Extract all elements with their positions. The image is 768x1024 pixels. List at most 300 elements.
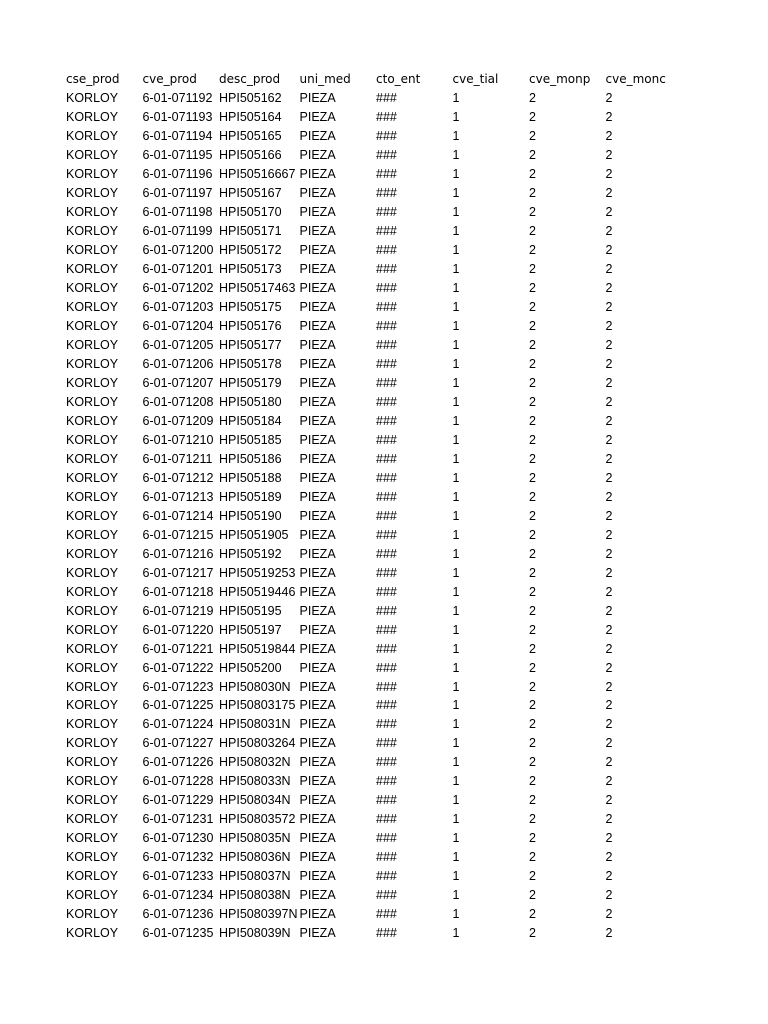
cell-cve-monc: 2 [605, 888, 613, 903]
cell-cve-monp: 2 [529, 299, 536, 314]
cell-cto-ent: ### [376, 584, 397, 599]
cell-cse-prod: KORLOY [66, 337, 119, 352]
table-body [64, 89, 666, 943]
cell-cve-monp: 2 [529, 660, 536, 675]
cell-uni-med: PIEZA [299, 508, 336, 523]
cell-cto-ent: ### [376, 698, 397, 713]
cell-cve-tial: 1 [452, 831, 460, 846]
cell-uni-med: PIEZA [299, 147, 336, 162]
cell-cve-prod: 6-01-071203 [142, 299, 214, 314]
cell-cve-tial: 1 [452, 888, 460, 903]
table-row [64, 829, 666, 848]
cell-cve-tial: 1 [452, 223, 460, 238]
cell-cse-prod: KORLOY [66, 356, 119, 371]
cell-cve-monp: 2 [529, 318, 536, 333]
cell-cve-prod: 6-01-071195 [142, 147, 213, 162]
cell-cve-tial: 1 [452, 280, 460, 295]
cell-cve-tial: 1 [452, 641, 460, 656]
cell-cve-monc: 2 [605, 679, 613, 694]
cell-cto-ent: ### [376, 147, 397, 162]
cell-cve-monp: 2 [529, 565, 536, 580]
cell-desc-prod: HPI505176 [219, 318, 282, 333]
cell-cve-prod: 6-01-071228 [142, 774, 214, 789]
cell-cse-prod: KORLOY [66, 565, 119, 580]
cell-uni-med: PIEZA [299, 451, 336, 466]
table-row [64, 317, 666, 336]
table-row [64, 507, 666, 526]
table-row [64, 564, 666, 583]
cell-uni-med: PIEZA [299, 926, 336, 941]
cell-cve-monp: 2 [529, 546, 536, 561]
cell-cve-monc: 2 [605, 204, 613, 219]
cell-desc-prod: HPI505184 [219, 413, 282, 428]
cell-uni-med: PIEZA [299, 280, 336, 295]
cell-cve-monc: 2 [605, 166, 613, 181]
cell-cve-tial: 1 [452, 584, 460, 599]
cell-cto-ent: ### [376, 109, 397, 124]
cell-cve-monp: 2 [529, 261, 536, 276]
table-row [64, 583, 666, 602]
cell-cve-prod: 6-01-071194 [142, 128, 213, 143]
cell-cse-prod: KORLOY [66, 717, 119, 732]
header-uni-med: uni_med [299, 72, 351, 86]
cell-cve-tial: 1 [452, 318, 460, 333]
cell-cve-monc: 2 [605, 774, 613, 789]
cell-cto-ent: ### [376, 869, 397, 884]
cell-cve-monp: 2 [529, 869, 536, 884]
cell-cve-tial: 1 [452, 147, 460, 162]
cell-cve-prod: 6-01-071235 [142, 926, 214, 941]
cell-desc-prod: HPI505186 [219, 451, 282, 466]
cell-cse-prod: KORLOY [66, 850, 119, 865]
cell-desc-prod: HPI508033N [219, 774, 291, 789]
cell-desc-prod: HPI50516667 [219, 166, 296, 181]
cell-cve-tial: 1 [452, 489, 460, 504]
cell-cve-tial: 1 [452, 451, 460, 466]
cell-cve-prod: 6-01-071213 [142, 489, 214, 504]
cell-cve-prod: 6-01-071224 [142, 717, 214, 732]
cell-desc-prod: HPI50517463 [219, 280, 296, 295]
cell-cve-monp: 2 [529, 489, 536, 504]
cell-cve-tial: 1 [452, 660, 460, 675]
cell-cve-tial: 1 [452, 166, 460, 181]
cell-cse-prod: KORLOY [66, 470, 119, 485]
cell-cto-ent: ### [376, 280, 397, 295]
cell-desc-prod: HPI505185 [219, 432, 282, 447]
cell-cve-prod: 6-01-071234 [142, 888, 214, 903]
cell-cve-prod: 6-01-071232 [142, 850, 214, 865]
cell-cve-monp: 2 [529, 470, 536, 485]
cell-uni-med: PIEZA [299, 432, 336, 447]
table-row [64, 393, 666, 412]
cell-cve-monc: 2 [605, 527, 613, 542]
cell-cse-prod: KORLOY [66, 774, 119, 789]
cell-cve-tial: 1 [452, 812, 460, 827]
cell-cve-prod: 6-01-071206 [142, 356, 214, 371]
cell-cve-prod: 6-01-071207 [142, 375, 214, 390]
cell-uni-med: PIEZA [299, 375, 336, 390]
cell-uni-med: PIEZA [299, 907, 336, 922]
cell-cto-ent: ### [376, 622, 397, 637]
cell-cse-prod: KORLOY [66, 812, 119, 827]
cell-cve-monp: 2 [529, 204, 536, 219]
spreadsheet-table [64, 70, 666, 943]
cell-cve-tial: 1 [452, 679, 460, 694]
cell-cse-prod: KORLOY [66, 204, 119, 219]
cell-cve-monc: 2 [605, 413, 613, 428]
cell-cve-prod: 6-01-071222 [142, 660, 214, 675]
cell-cve-monc: 2 [605, 90, 613, 105]
cell-cve-tial: 1 [452, 337, 460, 352]
cell-uni-med: PIEZA [299, 660, 336, 675]
cell-cve-monp: 2 [529, 603, 536, 618]
table-row [64, 526, 666, 545]
cell-cve-tial: 1 [452, 242, 460, 257]
cell-cse-prod: KORLOY [66, 432, 119, 447]
cell-cve-monp: 2 [529, 128, 536, 143]
cell-cto-ent: ### [376, 850, 397, 865]
cell-uni-med: PIEZA [299, 318, 336, 333]
cell-uni-med: PIEZA [299, 869, 336, 884]
cell-cve-monp: 2 [529, 717, 536, 732]
cell-desc-prod: HPI508039N [219, 926, 291, 941]
cell-cve-prod: 6-01-071221 [142, 641, 214, 656]
cell-cve-prod: 6-01-071211 [142, 451, 213, 466]
cell-cve-monp: 2 [529, 831, 536, 846]
cell-cse-prod: KORLOY [66, 185, 119, 200]
cell-cse-prod: KORLOY [66, 698, 119, 713]
cell-cve-prod: 6-01-071200 [142, 242, 214, 257]
table-row [64, 545, 666, 564]
cell-cve-monp: 2 [529, 356, 536, 371]
cell-uni-med: PIEZA [299, 641, 336, 656]
cell-cve-monp: 2 [529, 375, 536, 390]
cell-uni-med: PIEZA [299, 812, 336, 827]
cell-cve-monc: 2 [605, 698, 613, 713]
cell-uni-med: PIEZA [299, 888, 336, 903]
cell-cto-ent: ### [376, 508, 397, 523]
cell-uni-med: PIEZA [299, 90, 336, 105]
cell-cve-tial: 1 [452, 736, 460, 751]
cell-cve-monp: 2 [529, 527, 536, 542]
cell-cve-monc: 2 [605, 508, 613, 523]
cell-cse-prod: KORLOY [66, 869, 119, 884]
table-row [64, 450, 666, 469]
cell-cve-prod: 6-01-071209 [142, 413, 214, 428]
cell-cve-tial: 1 [452, 90, 460, 105]
cell-cve-monc: 2 [605, 451, 613, 466]
cell-cve-monp: 2 [529, 109, 536, 124]
cell-uni-med: PIEZA [299, 584, 336, 599]
cell-cve-monc: 2 [605, 375, 613, 390]
table-row [64, 810, 666, 829]
cell-cto-ent: ### [376, 375, 397, 390]
table-row [64, 203, 666, 222]
cell-desc-prod: HPI505172 [219, 242, 282, 257]
table-row [64, 298, 666, 317]
cell-cve-monp: 2 [529, 907, 536, 922]
cell-cve-monp: 2 [529, 679, 536, 694]
cell-cve-prod: 6-01-071214 [142, 508, 214, 523]
cell-desc-prod: HPI508035N [219, 831, 291, 846]
cell-cve-tial: 1 [452, 413, 460, 428]
cell-cse-prod: KORLOY [66, 299, 119, 314]
cell-cve-monc: 2 [605, 907, 613, 922]
cell-cve-tial: 1 [452, 717, 460, 732]
cell-cse-prod: KORLOY [66, 736, 119, 751]
cell-cve-prod: 6-01-071199 [142, 223, 213, 238]
cell-cve-tial: 1 [452, 109, 460, 124]
cell-uni-med: PIEZA [299, 603, 336, 618]
cell-cve-prod: 6-01-071197 [142, 185, 213, 200]
table-row [64, 355, 666, 374]
table-row [64, 127, 666, 146]
cell-cto-ent: ### [376, 888, 397, 903]
cell-cto-ent: ### [376, 432, 397, 447]
header-cve-prod: cve_prod [142, 72, 197, 86]
cell-uni-med: PIEZA [299, 166, 336, 181]
cell-cve-monp: 2 [529, 147, 536, 162]
cell-cto-ent: ### [376, 223, 397, 238]
cell-cto-ent: ### [376, 128, 397, 143]
table-row [64, 108, 666, 127]
table-row [64, 886, 666, 905]
cell-cto-ent: ### [376, 641, 397, 656]
cell-cve-monp: 2 [529, 337, 536, 352]
cell-cse-prod: KORLOY [66, 223, 119, 238]
cell-cto-ent: ### [376, 660, 397, 675]
table-row [64, 241, 666, 260]
cell-cto-ent: ### [376, 470, 397, 485]
cell-cve-monc: 2 [605, 755, 613, 770]
cell-uni-med: PIEZA [299, 850, 336, 865]
header-cve-monp: cve_monp [529, 72, 591, 86]
cell-uni-med: PIEZA [299, 204, 336, 219]
table-row [64, 867, 666, 886]
table-row [64, 488, 666, 507]
cell-cve-monc: 2 [605, 584, 613, 599]
cell-cve-monp: 2 [529, 185, 536, 200]
cell-desc-prod: HPI508037N [219, 869, 291, 884]
cell-desc-prod: HPI505165 [219, 128, 282, 143]
cell-cve-prod: 6-01-071223 [142, 679, 214, 694]
cell-cto-ent: ### [376, 546, 397, 561]
table-row [64, 772, 666, 791]
cell-uni-med: PIEZA [299, 622, 336, 637]
cell-cto-ent: ### [376, 337, 397, 352]
cell-cse-prod: KORLOY [66, 147, 119, 162]
cell-uni-med: PIEZA [299, 565, 336, 580]
cell-cve-tial: 1 [452, 508, 460, 523]
table-row [64, 146, 666, 165]
cell-desc-prod: HPI505170 [219, 204, 282, 219]
table-row [64, 469, 666, 488]
cell-cse-prod: KORLOY [66, 413, 119, 428]
cell-desc-prod: HPI505195 [219, 603, 282, 618]
cell-cve-prod: 6-01-071204 [142, 318, 214, 333]
cell-cto-ent: ### [376, 717, 397, 732]
cell-cve-monp: 2 [529, 793, 536, 808]
cell-desc-prod: HPI505189 [219, 489, 282, 504]
cell-cve-monc: 2 [605, 926, 613, 941]
cell-cve-tial: 1 [452, 698, 460, 713]
cell-cve-prod: 6-01-071230 [142, 831, 214, 846]
cell-cto-ent: ### [376, 185, 397, 200]
cell-cve-prod: 6-01-071233 [142, 869, 214, 884]
header-row [64, 70, 666, 89]
cell-cve-monc: 2 [605, 793, 613, 808]
cell-cve-monc: 2 [605, 717, 613, 732]
cell-uni-med: PIEZA [299, 736, 336, 751]
cell-cve-tial: 1 [452, 546, 460, 561]
cell-cve-monp: 2 [529, 755, 536, 770]
cell-cto-ent: ### [376, 831, 397, 846]
cell-cto-ent: ### [376, 242, 397, 257]
cell-cse-prod: KORLOY [66, 375, 119, 390]
cell-desc-prod: HPI505173 [219, 261, 282, 276]
cell-cve-prod: 6-01-071217 [142, 565, 214, 580]
cell-desc-prod: HPI505190 [219, 508, 282, 523]
cell-cse-prod: KORLOY [66, 318, 119, 333]
cell-cve-tial: 1 [452, 394, 460, 409]
cell-cve-monc: 2 [605, 280, 613, 295]
cell-cve-monc: 2 [605, 641, 613, 656]
cell-desc-prod: HPI50519446 [219, 584, 296, 599]
cell-cse-prod: KORLOY [66, 907, 119, 922]
cell-cve-tial: 1 [452, 793, 460, 808]
table-row [64, 89, 666, 108]
cell-desc-prod: HPI505180 [219, 394, 282, 409]
cell-cve-monp: 2 [529, 451, 536, 466]
cell-uni-med: PIEZA [299, 489, 336, 504]
cell-cve-monc: 2 [605, 470, 613, 485]
cell-cve-monp: 2 [529, 394, 536, 409]
cell-cse-prod: KORLOY [66, 394, 119, 409]
cell-uni-med: PIEZA [299, 356, 336, 371]
cell-cve-prod: 6-01-071220 [142, 622, 214, 637]
cell-cse-prod: KORLOY [66, 166, 119, 181]
cell-cto-ent: ### [376, 394, 397, 409]
cell-cve-monc: 2 [605, 850, 613, 865]
cell-uni-med: PIEZA [299, 717, 336, 732]
cell-cve-monp: 2 [529, 888, 536, 903]
cell-cve-tial: 1 [452, 527, 460, 542]
cell-cve-monp: 2 [529, 280, 536, 295]
cell-cse-prod: KORLOY [66, 641, 119, 656]
cell-desc-prod: HPI50803175 [219, 698, 296, 713]
table-row [64, 753, 666, 772]
cell-uni-med: PIEZA [299, 546, 336, 561]
cell-cve-tial: 1 [452, 128, 460, 143]
cell-cse-prod: KORLOY [66, 508, 119, 523]
cell-cve-tial: 1 [452, 926, 460, 941]
cell-cve-monp: 2 [529, 90, 536, 105]
cell-cse-prod: KORLOY [66, 622, 119, 637]
cell-desc-prod: HPI505167 [219, 185, 282, 200]
cell-cve-monp: 2 [529, 432, 536, 447]
cell-cto-ent: ### [376, 755, 397, 770]
cell-cse-prod: KORLOY [66, 489, 119, 504]
cell-cve-monp: 2 [529, 736, 536, 751]
cell-cve-monp: 2 [529, 584, 536, 599]
cell-cve-tial: 1 [452, 356, 460, 371]
cell-cse-prod: KORLOY [66, 546, 119, 561]
cell-cve-monc: 2 [605, 603, 613, 618]
table-row [64, 431, 666, 450]
cell-desc-prod: HPI505175 [219, 299, 282, 314]
cell-uni-med: PIEZA [299, 774, 336, 789]
cell-cve-prod: 6-01-071202 [142, 280, 214, 295]
cell-cve-prod: 6-01-071193 [142, 109, 213, 124]
cell-desc-prod: HPI505178 [219, 356, 282, 371]
cell-cto-ent: ### [376, 527, 397, 542]
cell-cve-monp: 2 [529, 641, 536, 656]
cell-cve-monc: 2 [605, 660, 613, 675]
cell-cve-monp: 2 [529, 223, 536, 238]
cell-desc-prod: HPI505162 [219, 90, 282, 105]
cell-cse-prod: KORLOY [66, 584, 119, 599]
cell-cse-prod: KORLOY [66, 679, 119, 694]
table-row [64, 640, 666, 659]
cell-cto-ent: ### [376, 318, 397, 333]
cell-desc-prod: HPI505179 [219, 375, 282, 390]
cell-cve-monc: 2 [605, 489, 613, 504]
cell-cto-ent: ### [376, 299, 397, 314]
table-row [64, 412, 666, 431]
cell-desc-prod: HPI505171 [219, 223, 282, 238]
cell-cve-monc: 2 [605, 109, 613, 124]
cell-cve-monc: 2 [605, 432, 613, 447]
cell-cse-prod: KORLOY [66, 831, 119, 846]
cell-uni-med: PIEZA [299, 223, 336, 238]
table-row [64, 791, 666, 810]
cell-cto-ent: ### [376, 90, 397, 105]
cell-desc-prod: HPI508036N [219, 850, 291, 865]
cell-cve-monc: 2 [605, 394, 613, 409]
cell-desc-prod: HPI5080397N [219, 907, 298, 922]
cell-uni-med: PIEZA [299, 337, 336, 352]
cell-uni-med: PIEZA [299, 299, 336, 314]
cell-cve-monp: 2 [529, 508, 536, 523]
cell-desc-prod: HPI508038N [219, 888, 291, 903]
cell-uni-med: PIEZA [299, 755, 336, 770]
cell-cve-tial: 1 [452, 299, 460, 314]
cell-cto-ent: ### [376, 356, 397, 371]
cell-cve-monc: 2 [605, 242, 613, 257]
cell-cve-prod: 6-01-071227 [142, 736, 214, 751]
table-row [64, 678, 666, 697]
table-row [64, 165, 666, 184]
cell-uni-med: PIEZA [299, 185, 336, 200]
cell-cve-tial: 1 [452, 907, 460, 922]
cell-cto-ent: ### [376, 793, 397, 808]
table-row [64, 621, 666, 640]
cell-cve-prod: 6-01-071219 [142, 603, 214, 618]
cell-cto-ent: ### [376, 261, 397, 276]
cell-cve-monc: 2 [605, 318, 613, 333]
cell-cse-prod: KORLOY [66, 888, 119, 903]
table-row [64, 260, 666, 279]
cell-desc-prod: HPI5051905 [219, 527, 289, 542]
cell-cve-monp: 2 [529, 413, 536, 428]
cell-desc-prod: HPI50803264 [219, 736, 296, 751]
cell-cve-monc: 2 [605, 622, 613, 637]
cell-cve-prod: 6-01-071192 [142, 90, 213, 105]
table-row [64, 848, 666, 867]
cell-cve-monp: 2 [529, 926, 536, 941]
cell-cve-prod: 6-01-071198 [142, 204, 213, 219]
cell-cto-ent: ### [376, 603, 397, 618]
